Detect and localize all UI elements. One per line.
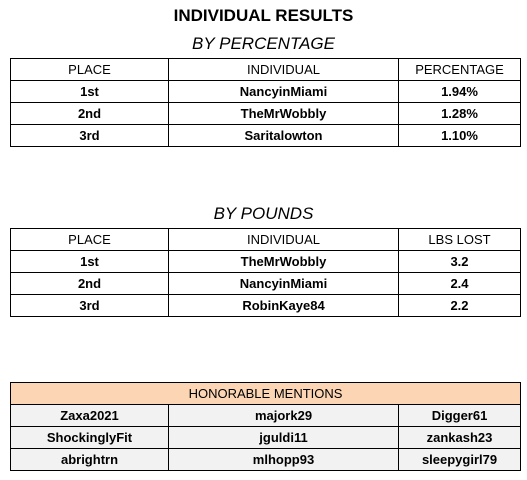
column-header-place: PLACE — [11, 59, 169, 81]
table-row — [11, 125, 521, 147]
place-cell: 1st — [11, 251, 169, 273]
column-header-percentage: PERCENTAGE — [399, 59, 521, 81]
mention-cell: zankash23 — [399, 427, 521, 449]
mention-cell: ShockinglyFit — [11, 427, 169, 449]
individual-cell: TheMrWobbly — [169, 251, 399, 273]
table-row — [11, 251, 521, 273]
mention-cell: abrightrn — [11, 449, 169, 471]
mention-cell: mlhopp93 — [169, 449, 399, 471]
column-header-individual: INDIVIDUAL — [169, 59, 399, 81]
column-header-place: PLACE — [11, 229, 169, 251]
place-cell: 3rd — [11, 125, 169, 147]
percentage-cell: 1.10% — [399, 125, 521, 147]
by-percentage-title: BY PERCENTAGE — [192, 34, 335, 53]
mention-cell: jguldi11 — [169, 427, 399, 449]
table-header-row — [11, 59, 521, 81]
table-header-row — [11, 383, 521, 405]
table-row — [11, 427, 521, 449]
mention-cell: Digger61 — [399, 405, 521, 427]
mention-cell: sleepygirl79 — [399, 449, 521, 471]
place-cell: 1st — [11, 81, 169, 103]
place-cell: 3rd — [11, 295, 169, 317]
lbs-lost-cell: 2.2 — [399, 295, 521, 317]
column-header-lbs-lost: LBS LOST — [399, 229, 521, 251]
lbs-lost-cell: 2.4 — [399, 273, 521, 295]
percentage-cell: 1.28% — [399, 103, 521, 125]
by-pounds-title: BY POUNDS — [213, 204, 314, 223]
table-row — [11, 273, 521, 295]
table-row — [11, 103, 521, 125]
table-row — [11, 449, 521, 471]
percentage-cell: 1.94% — [399, 81, 521, 103]
mention-cell: majork29 — [169, 405, 399, 427]
honorable-mentions-table — [10, 382, 521, 471]
pounds-table — [10, 228, 521, 317]
individual-cell: TheMrWobbly — [169, 103, 399, 125]
individual-cell: NancyinMiami — [169, 81, 399, 103]
percentage-table — [10, 58, 521, 147]
table-header-row — [11, 229, 521, 251]
table-row — [11, 81, 521, 103]
lbs-lost-cell: 3.2 — [399, 251, 521, 273]
mention-cell: Zaxa2021 — [11, 405, 169, 427]
honorable-mentions-header: HONORABLE MENTIONS — [11, 383, 521, 405]
place-cell: 2nd — [11, 103, 169, 125]
individual-cell: RobinKaye84 — [169, 295, 399, 317]
column-header-individual: INDIVIDUAL — [169, 229, 399, 251]
individual-cell: Saritalowton — [169, 125, 399, 147]
individual-cell: NancyinMiami — [169, 273, 399, 295]
table-row — [11, 405, 521, 427]
table-row — [11, 295, 521, 317]
place-cell: 2nd — [11, 273, 169, 295]
page-title: INDIVIDUAL RESULTS — [173, 6, 354, 25]
